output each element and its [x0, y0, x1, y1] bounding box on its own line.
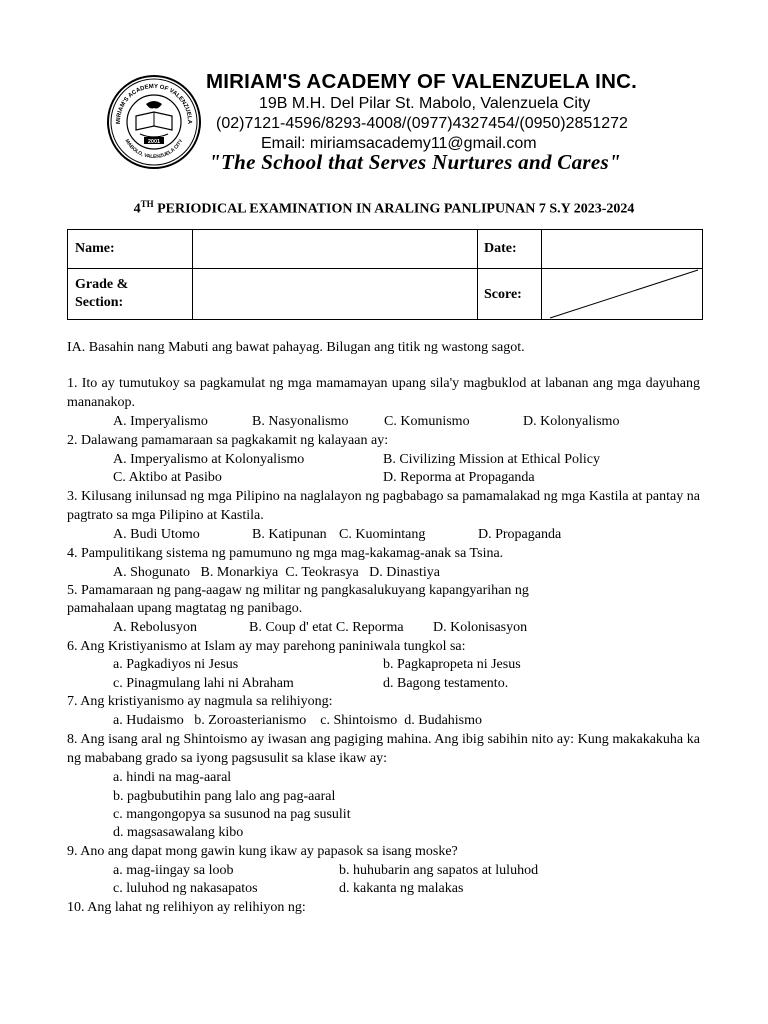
school-phones: (02)7121-4596/8293-4008/(0977)4327454/(0950)2851272	[216, 115, 628, 132]
q3-choice-b[interactable]: B. Katipunan	[252, 527, 327, 542]
school-name: MIRIAM'S ACADEMY OF VALENZUELA INC.	[206, 70, 637, 93]
question-8: 8. Ang isang aral ng Shintoismo ay iwasan ang pagiging mahina. Ang ibig sabihin nito ay: Kung makakakuha ka ng mababang grado sa iyong pagsusulit sa klase ikaw ay:	[67, 732, 700, 766]
q7-choices[interactable]: a. Hudaismo b. Zoroasterianismo c. Shintoismo d. Budahismo	[113, 713, 483, 728]
q1-choice-a[interactable]: A. Imperyalismo	[113, 414, 208, 429]
school-seal	[106, 74, 202, 170]
score-label: Score:	[484, 287, 522, 302]
q6-choice-d[interactable]: d. Bagong testamento.	[383, 676, 509, 691]
question-7: 7. Ang kristiyanismo ay nagmula sa relihiyong:	[67, 694, 333, 709]
school-email: Email: miriamsacademy11@gmail.com	[261, 135, 537, 152]
question-5-line1: 5. Pamamaraan ng pang-aagaw ng militar ng pangkasalukuyang kapangyarihan ng	[67, 583, 529, 598]
question-1: 1. Ito ay tumutukoy sa pagkamulat ng mga mamamayan upang sila'y magbuklod at labanan ang mga dayuhang mananakop.	[67, 376, 700, 410]
seal-bottom-text: MABOLO, VALENZUELA CITY	[123, 138, 185, 161]
exam-title-suffix: TH	[140, 199, 154, 209]
seal-top-text: MIRIAM'S ACADEMY OF VALENZUELA	[115, 83, 193, 125]
school-address: 19B M.H. Del Pilar St. Mabolo, Valenzuela City	[259, 95, 591, 112]
q5-choice-a[interactable]: A. Rebolusyon	[113, 620, 197, 635]
q6-choice-a[interactable]: a. Pagkadiyos ni Jesus	[113, 657, 239, 672]
q2-choice-c[interactable]: C. Aktibo at Pasibo	[113, 470, 222, 485]
q8-choice-b[interactable]: b. pagbubutihin pang lalo ang pag-aaral	[113, 789, 336, 804]
q1-choice-d[interactable]: D. Kolonyalismo	[523, 414, 620, 429]
q1-choice-c[interactable]: C. Komunismo	[384, 414, 470, 429]
grade-section-field[interactable]	[193, 269, 477, 319]
q4-choices[interactable]: A. Shogunato B. Monarkiya C. Teokrasya D. Dinastiya	[113, 565, 440, 580]
q6-choice-c[interactable]: c. Pinagmulang lahi ni Abraham	[113, 676, 294, 691]
q8-choice-c[interactable]: c. mangongopya sa susunod na pag susulit	[113, 807, 351, 822]
instructions: IA. Basahin nang Mabuti ang bawat pahayag. Bilugan ang titik ng wastong sagot.	[67, 340, 525, 355]
q5-choice-b-c[interactable]: B. Coup d' etat C. Reporma	[249, 620, 404, 635]
q1-choice-b[interactable]: B. Nasyonalismo	[252, 414, 349, 429]
grade-label: Grade &	[75, 277, 129, 292]
q9-choice-c[interactable]: c. luluhod ng nakasapatos	[113, 881, 258, 896]
exam-title-text: PERIODICAL EXAMINATION IN ARALING PANLIPUNAN 7 S.Y 2023-2024	[153, 201, 635, 217]
seal-year: 2001	[147, 139, 161, 145]
q9-choice-d[interactable]: d. kakanta ng malakas	[339, 881, 464, 896]
date-label: Date:	[484, 241, 517, 256]
q8-choice-d[interactable]: d. magsasawalang kibo	[113, 825, 244, 840]
question-2: 2. Dalawang pamamaraan sa pagkakamit ng kalayaan ay:	[67, 433, 389, 448]
q3-choice-a[interactable]: A. Budi Utomo	[113, 527, 200, 542]
q3-choice-c[interactable]: C. Kuomintang	[339, 527, 426, 542]
name-field[interactable]	[193, 230, 477, 268]
question-10: 10. Ang lahat ng relihiyon ay relihiyon ng:	[67, 900, 306, 915]
q6-choice-b[interactable]: b. Pagkapropeta ni Jesus	[383, 657, 521, 672]
date-field[interactable]	[542, 230, 702, 268]
question-9: 9. Ano ang dapat mong gawin kung ikaw ay papasok sa isang moske?	[67, 844, 458, 859]
q9-choice-a[interactable]: a. mag-iingay sa loob	[113, 863, 234, 878]
q3-choice-d[interactable]: D. Propaganda	[478, 527, 562, 542]
student-info-table	[67, 229, 703, 320]
q8-choice-a[interactable]: a. hindi na mag-aaral	[113, 770, 232, 785]
question-4: 4. Pampulitikang sistema ng pamumuno ng mga mag-kakamag-anak sa Tsina.	[67, 546, 504, 561]
q9-choice-b[interactable]: b. huhubarin ang sapatos at luluhod	[339, 863, 539, 878]
name-label: Name:	[75, 241, 115, 256]
score-slash	[542, 269, 702, 319]
q2-choice-a[interactable]: A. Imperyalismo at Kolonyalismo	[113, 452, 305, 467]
q2-choice-b[interactable]: B. Civilizing Mission at Ethical Policy	[383, 452, 600, 467]
q2-choice-d[interactable]: D. Reporma at Propaganda	[383, 470, 535, 485]
exam-title-number: 4	[133, 201, 141, 217]
school-motto: "The School that Serves Nurtures and Cares"	[209, 150, 621, 174]
q5-choice-d[interactable]: D. Kolonisasyon	[433, 620, 528, 635]
question-5-line2: pamahalaan upang magtatag ng panibago.	[67, 601, 303, 616]
exam-title	[0, 199, 768, 218]
section-label: Section:	[75, 295, 124, 310]
question-6: 6. Ang Kristiyanismo at Islam ay may parehong paniniwala tungkol sa:	[67, 639, 466, 654]
question-3: 3. Kilusang inilunsad ng mga Pilipino na naglalayon ng pagbabago sa pamamalakad ng mga Kastila at pantay na pagtrato sa mga Pilipino at Kastila.	[67, 489, 700, 523]
